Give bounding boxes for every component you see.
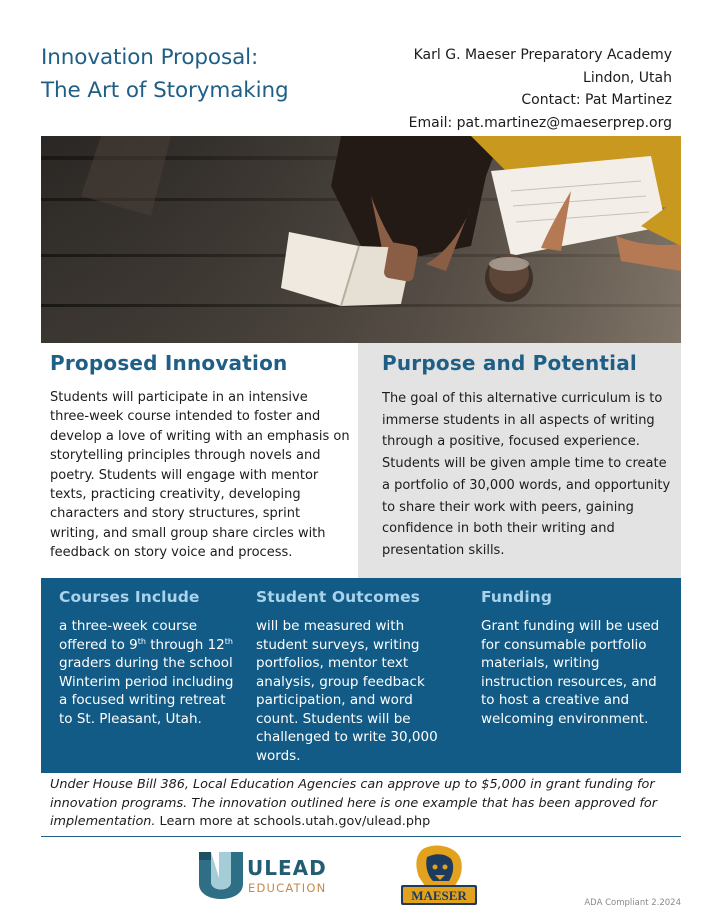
student-outcomes-heading: Student Outcomes [256, 588, 421, 606]
title-line-1: Innovation Proposal: [41, 45, 259, 70]
lion-mascot-icon [397, 845, 481, 911]
contact-email[interactable]: Email: pat.martinez@maeserprep.org [408, 114, 672, 131]
proposed-innovation-section [41, 343, 358, 578]
courses-include-body: a three-week course offered to 9th through 12th graders during the school Winterim period including a focused writing retreat to St. Pleasant, Utah. [59, 618, 234, 727]
svg-text:MAESER: MAESER [411, 888, 467, 903]
proposed-innovation-heading: Proposed Innovation [50, 351, 288, 375]
student-outcomes-body: will be measured with student surveys, writing portfolios, mentor text analysis, group feedback participation, and word count. Students will be challenged to write 30,000 words. [256, 618, 438, 764]
document-title [41, 41, 371, 107]
funding-heading: Funding [481, 588, 553, 606]
purpose-potential-body: The goal of this alternative curriculum is to immerse students in all aspects of writing through a positive, focused experience. Students will be given ample time to create a portfolio of 30,000 words, and opportunity to share their work with peers, gaining confidence in both their writing and presentation skills. [382, 391, 671, 558]
student-outcomes-section [256, 588, 456, 765]
funding-section [481, 588, 666, 728]
header [0, 0, 712, 136]
hero-photo [41, 136, 681, 343]
footnote [50, 776, 680, 832]
proposed-innovation-body: Students will participate in an intensive three-week course intended to foster and develop a love of writing with an emphasis on storytelling principles through novels and poetry. Students will engage with mentor texts, practicing creativity, developing characters and story structures, sprint writing, and small group share circles with feedback on story voice and process. [50, 390, 350, 561]
contact-block [409, 44, 672, 134]
funding-body: Grant funding will be used for consumable portfolio materials, writing instruction resources, and to host a creative and welcoming environment. [481, 618, 660, 727]
contact-name: Contact: Pat Martinez [521, 92, 672, 108]
footnote-text: Under House Bill 386, Local Education Agencies can approve up to $5,000 in grant funding for innovation programs. The innovation outlined here is one example that has been approved for implementation. [50, 777, 657, 829]
purpose-potential-heading: Purpose and Potential [382, 351, 637, 375]
footnote-link[interactable]: Learn more at schools.utah.gov/ulead.php [155, 814, 431, 829]
divider [41, 836, 681, 837]
school-name: Karl G. Maeser Preparatory Academy [413, 47, 672, 63]
maeser-logo [397, 845, 481, 911]
courses-include-heading: Courses Include [59, 588, 200, 606]
ulead-name: ULEAD [247, 856, 327, 880]
purpose-potential-section [358, 343, 681, 578]
courses-include-section [59, 588, 239, 728]
title-line-2: The Art of Storymaking [41, 78, 289, 103]
details-band [41, 578, 681, 773]
ulead-logo [197, 848, 337, 908]
school-location: Lindon, Utah [583, 69, 672, 86]
ulead-subtitle: EDUCATION [248, 881, 327, 895]
ulead-u-icon [197, 848, 245, 908]
ada-compliance-note: ADA Compliant 2.2024 [584, 898, 681, 908]
